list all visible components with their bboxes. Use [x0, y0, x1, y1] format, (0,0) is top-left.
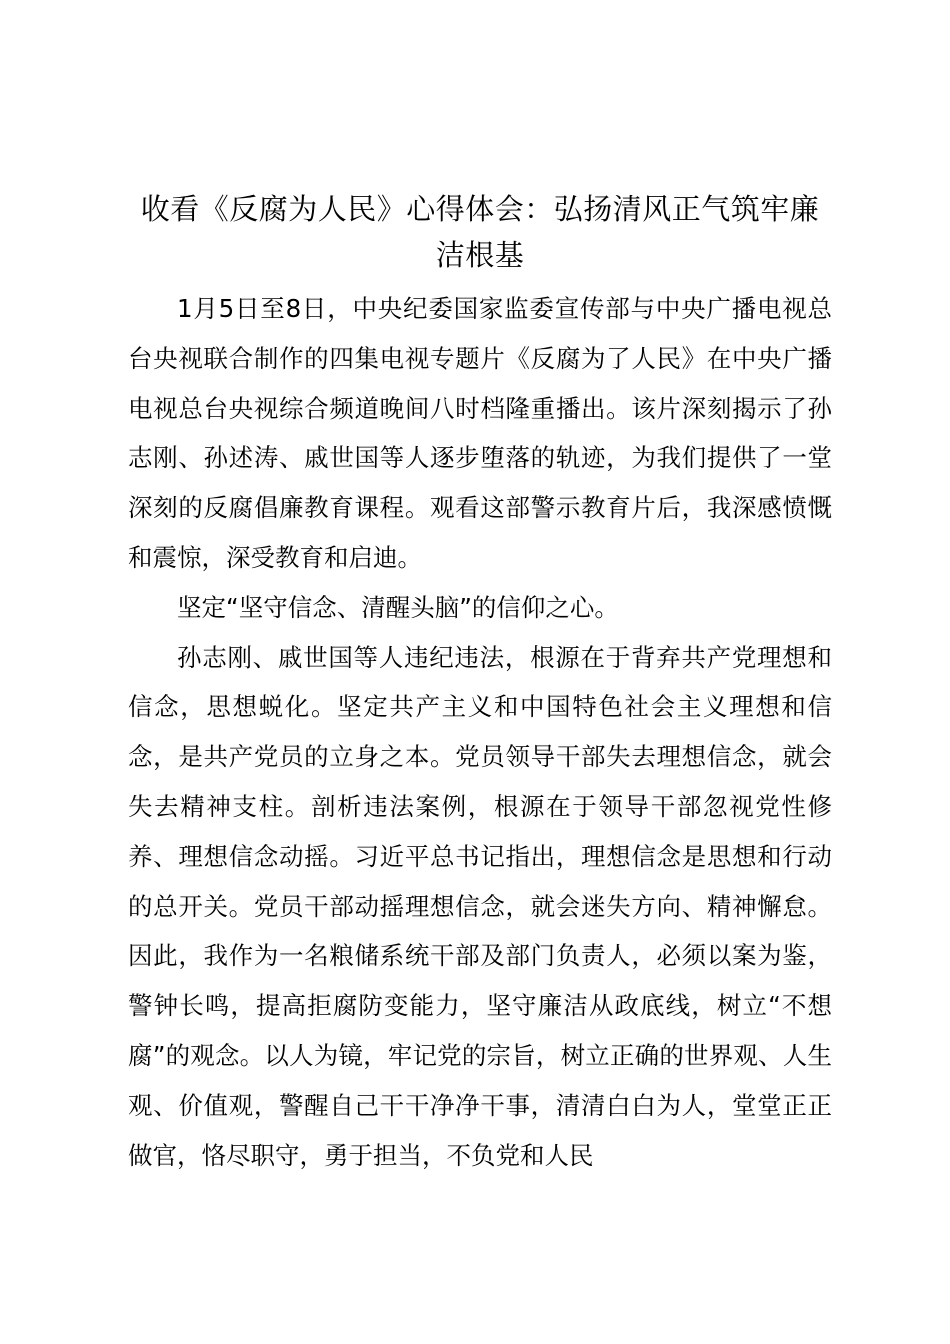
paragraph-intro: 1月5日至8日，中央纪委国家监委宣传部与中央广播电视总台央视联合制作的四集电视专题片《反腐为了人民》在中央广播电视总台央视综合频道晚间八时档隆重播出。该片深刻揭示了孙志刚、孙述涛、戚世国等人逐步堕落的轨迹，为我们提供了一堂深刻的反腐倡廉教育课程。观看这部警示教育片后，我深感愤慨和震惊，深受教育和启迪。	[128, 294, 832, 572]
document-body	[128, 284, 832, 1180]
document-title: 收看《反腐为人民》心得体会：弘扬清风正气筑牢廉洁根基	[140, 192, 820, 272]
paragraph-heading: 坚定“坚守信念、清醒头脑”的信仰之心。	[177, 592, 619, 622]
paragraph-main: 孙志刚、戚世国等人违纪违法，根源在于背弃共产党理想和信念，思想蜕化。坚定共产主义和中国特色社会主义理想和信念，是共产党员的立身之本。党员领导干部失去理想信念，就会失去精神支柱。剖析违法案例，根源在于领导干部忽视党性修养、理想信念动摇。习近平总书记指出，理想信念是思想和行动的总开关。党员干部动摇理想信念，就会迷失方向、精神懈怠。因此，我作为一名粮储系统干部及部门负责人，必须以案为鉴，警钟长鸣，提高拒腐防变能力，坚守廉洁从政底线，树立“不想腐”的观念。以人为镜，牢记党的宗旨，树立正确的世界观、人生观、价值观，警醒自己干干净净干事，清清白白为人，堂堂正正做官，恪尽职守，勇于担当，不负党和人民	[128, 642, 832, 1170]
